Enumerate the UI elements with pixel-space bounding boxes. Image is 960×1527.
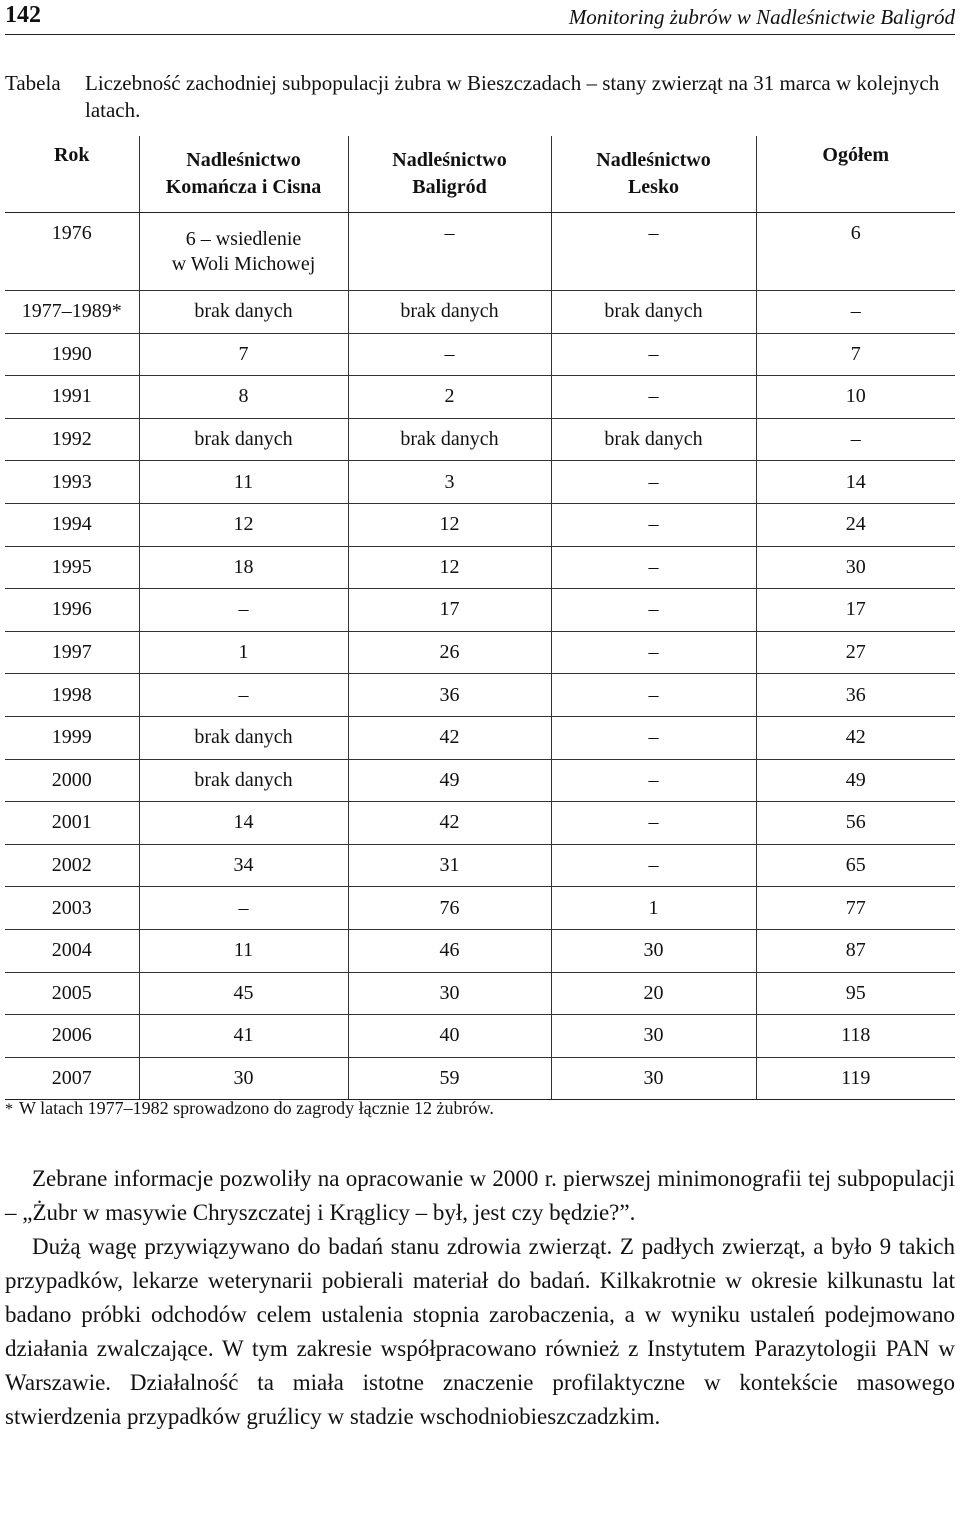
cell-komancza: 45 <box>139 972 348 1015</box>
cell-year: 2006 <box>5 1015 139 1058</box>
cell-baligrod: 31 <box>348 844 551 887</box>
cell-total: 24 <box>756 503 955 546</box>
cell-lesko: – <box>551 844 756 887</box>
table-row <box>5 546 955 589</box>
cell-year: 1996 <box>5 589 139 632</box>
cell-total: 42 <box>756 716 955 759</box>
cell-komancza: 1 <box>139 631 348 674</box>
cell-baligrod: – <box>348 213 551 291</box>
table-row <box>5 972 955 1015</box>
cell-year: 2002 <box>5 844 139 887</box>
table-row <box>5 844 955 887</box>
table-row <box>5 589 955 632</box>
cell-lesko: – <box>551 716 756 759</box>
cell-total: 14 <box>756 461 955 504</box>
cell-lesko: – <box>551 589 756 632</box>
header-baligrod: Nadleśnictwo Baligród <box>348 136 551 213</box>
table-header-row <box>5 136 955 213</box>
cell-baligrod: 76 <box>348 887 551 930</box>
cell-lesko: 30 <box>551 929 756 972</box>
cell-total: 49 <box>756 759 955 802</box>
cell-lesko: 30 <box>551 1057 756 1100</box>
cell-total: 95 <box>756 972 955 1015</box>
cell-komancza: – <box>139 589 348 632</box>
cell-lesko: 20 <box>551 972 756 1015</box>
cell-baligrod: 36 <box>348 674 551 717</box>
cell-year: 1998 <box>5 674 139 717</box>
cell-lesko: brak danych <box>551 291 756 334</box>
table-row <box>5 716 955 759</box>
cell-komancza: brak danych <box>139 716 348 759</box>
cell-komancza: 34 <box>139 844 348 887</box>
cell-total: – <box>756 418 955 461</box>
cell-baligrod: 40 <box>348 1015 551 1058</box>
cell-baligrod: 12 <box>348 503 551 546</box>
cell-komancza: 8 <box>139 376 348 419</box>
table-row <box>5 631 955 674</box>
cell-total: 10 <box>756 376 955 419</box>
cell-year: 2003 <box>5 887 139 930</box>
cell-baligrod: 30 <box>348 972 551 1015</box>
cell-year: 2004 <box>5 929 139 972</box>
cell-total: 36 <box>756 674 955 717</box>
cell-year: 2007 <box>5 1057 139 1100</box>
cell-komancza: brak danych <box>139 291 348 334</box>
cell-komancza: 30 <box>139 1057 348 1100</box>
cell-lesko: – <box>551 376 756 419</box>
cell-lesko: – <box>551 802 756 845</box>
table-row <box>5 1015 955 1058</box>
cell-total: 77 <box>756 887 955 930</box>
cell-total: 118 <box>756 1015 955 1058</box>
cell-komancza: 11 <box>139 929 348 972</box>
table-row <box>5 333 955 376</box>
cell-lesko: – <box>551 503 756 546</box>
cell-year: 1993 <box>5 461 139 504</box>
cell-lesko: – <box>551 213 756 291</box>
cell-year: 1991 <box>5 376 139 419</box>
running-title: Monitoring żubrów w Nadleśnictwie Baligród <box>568 5 955 29</box>
cell-total: – <box>756 291 955 334</box>
cell-total: 7 <box>756 333 955 376</box>
page-header <box>5 0 955 35</box>
cell-baligrod: brak danych <box>348 291 551 334</box>
cell-baligrod: 2 <box>348 376 551 419</box>
cell-year: 1992 <box>5 418 139 461</box>
cell-year: 1990 <box>5 333 139 376</box>
cell-year: 1976 <box>5 213 139 291</box>
table-row <box>5 929 955 972</box>
table-row <box>5 802 955 845</box>
table-row <box>5 213 955 291</box>
cell-komancza: 12 <box>139 503 348 546</box>
cell-komancza: 6 – wsiedlenie w Woli Michowej <box>139 213 348 291</box>
table-row <box>5 674 955 717</box>
cell-baligrod: 26 <box>348 631 551 674</box>
cell-total: 56 <box>756 802 955 845</box>
cell-total: 27 <box>756 631 955 674</box>
cell-total: 119 <box>756 1057 955 1100</box>
caption-text: Liczebność zachodniej subpopulacji żubra w Bieszczadach – stany zwierząt na 31 marca w kolejnych latach. <box>85 71 940 122</box>
cell-baligrod: – <box>348 333 551 376</box>
table-row <box>5 503 955 546</box>
cell-baligrod: 17 <box>348 589 551 632</box>
page-number: 142 <box>5 2 41 28</box>
cell-baligrod: 3 <box>348 461 551 504</box>
cell-year: 1999 <box>5 716 139 759</box>
cell-komancza: – <box>139 887 348 930</box>
cell-year: 1977–1989* <box>5 291 139 334</box>
cell-year: 1995 <box>5 546 139 589</box>
cell-komancza: – <box>139 674 348 717</box>
body-text <box>5 1162 955 1434</box>
table-row <box>5 887 955 930</box>
cell-komancza: 41 <box>139 1015 348 1058</box>
table-row <box>5 418 955 461</box>
table-row <box>5 291 955 334</box>
cell-total: 87 <box>756 929 955 972</box>
population-table <box>5 136 955 1100</box>
cell-baligrod: 46 <box>348 929 551 972</box>
caption-label: Tabela <box>5 71 61 95</box>
cell-lesko: – <box>551 674 756 717</box>
cell-lesko: – <box>551 333 756 376</box>
cell-komancza: brak danych <box>139 759 348 802</box>
cell-lesko: – <box>551 759 756 802</box>
cell-baligrod: brak danych <box>348 418 551 461</box>
header-komancza: Nadleśnictwo Komańcza i Cisna <box>139 136 348 213</box>
cell-year: 2000 <box>5 759 139 802</box>
cell-komancza: 14 <box>139 802 348 845</box>
cell-total: 6 <box>756 213 955 291</box>
cell-total: 65 <box>756 844 955 887</box>
header-total: Ogółem <box>756 136 955 213</box>
cell-komancza: 18 <box>139 546 348 589</box>
table-footnote <box>5 1098 494 1119</box>
cell-komancza: 11 <box>139 461 348 504</box>
table-row <box>5 759 955 802</box>
cell-baligrod: 59 <box>348 1057 551 1100</box>
cell-komancza: brak danych <box>139 418 348 461</box>
table-row <box>5 461 955 504</box>
cell-baligrod: 42 <box>348 802 551 845</box>
cell-baligrod: 49 <box>348 759 551 802</box>
cell-baligrod: 42 <box>348 716 551 759</box>
cell-year: 1997 <box>5 631 139 674</box>
paragraph: Dużą wagę przywiązywano do badań stanu zdrowia zwierząt. Z padłych zwierząt, a było 9 takich przypadków, lekarze weterynarii pobierali materiał do badań. Kilkakrotnie w okresie kilkunastu lat badano próbki odchodów celem ustalenia stopnia zarobaczenia, a w wyniku ustaleń podejmowano działania zwalczające. W tym zakresie współpracowano również z Instytutem Parazytologii PAN w Warszawie. Działalność ta miała istotne znaczenie profilaktyczne w kontekście masowego stwierdzenia przypadków gruźlicy w stadzie wschodniobieszczadzkim. <box>5 1234 955 1429</box>
cell-lesko: – <box>551 546 756 589</box>
paragraph: Zebrane informacje pozwoliły na opracowanie w 2000 r. pierwszej minimonografii tej subpopulacji – „Żubr w masywie Chryszczatej i Krąglicy – był, jest czy będzie?”. <box>5 1166 955 1225</box>
table-row <box>5 1057 955 1100</box>
cell-total: 30 <box>756 546 955 589</box>
cell-komancza: 7 <box>139 333 348 376</box>
cell-baligrod: 12 <box>348 546 551 589</box>
cell-lesko: – <box>551 631 756 674</box>
cell-year: 1994 <box>5 503 139 546</box>
cell-total: 17 <box>756 589 955 632</box>
cell-lesko: 30 <box>551 1015 756 1058</box>
cell-lesko: 1 <box>551 887 756 930</box>
header-lesko: Nadleśnictwo Lesko <box>551 136 756 213</box>
table-row <box>5 376 955 419</box>
footnote-text: W latach 1977–1982 sprowadzono do zagrody łącznie 12 żubrów. <box>19 1098 494 1118</box>
header-year: Rok <box>5 136 139 213</box>
cell-year: 2001 <box>5 802 139 845</box>
footnote-marker: * <box>5 1101 13 1118</box>
cell-lesko: – <box>551 461 756 504</box>
cell-year: 2005 <box>5 972 139 1015</box>
cell-lesko: brak danych <box>551 418 756 461</box>
